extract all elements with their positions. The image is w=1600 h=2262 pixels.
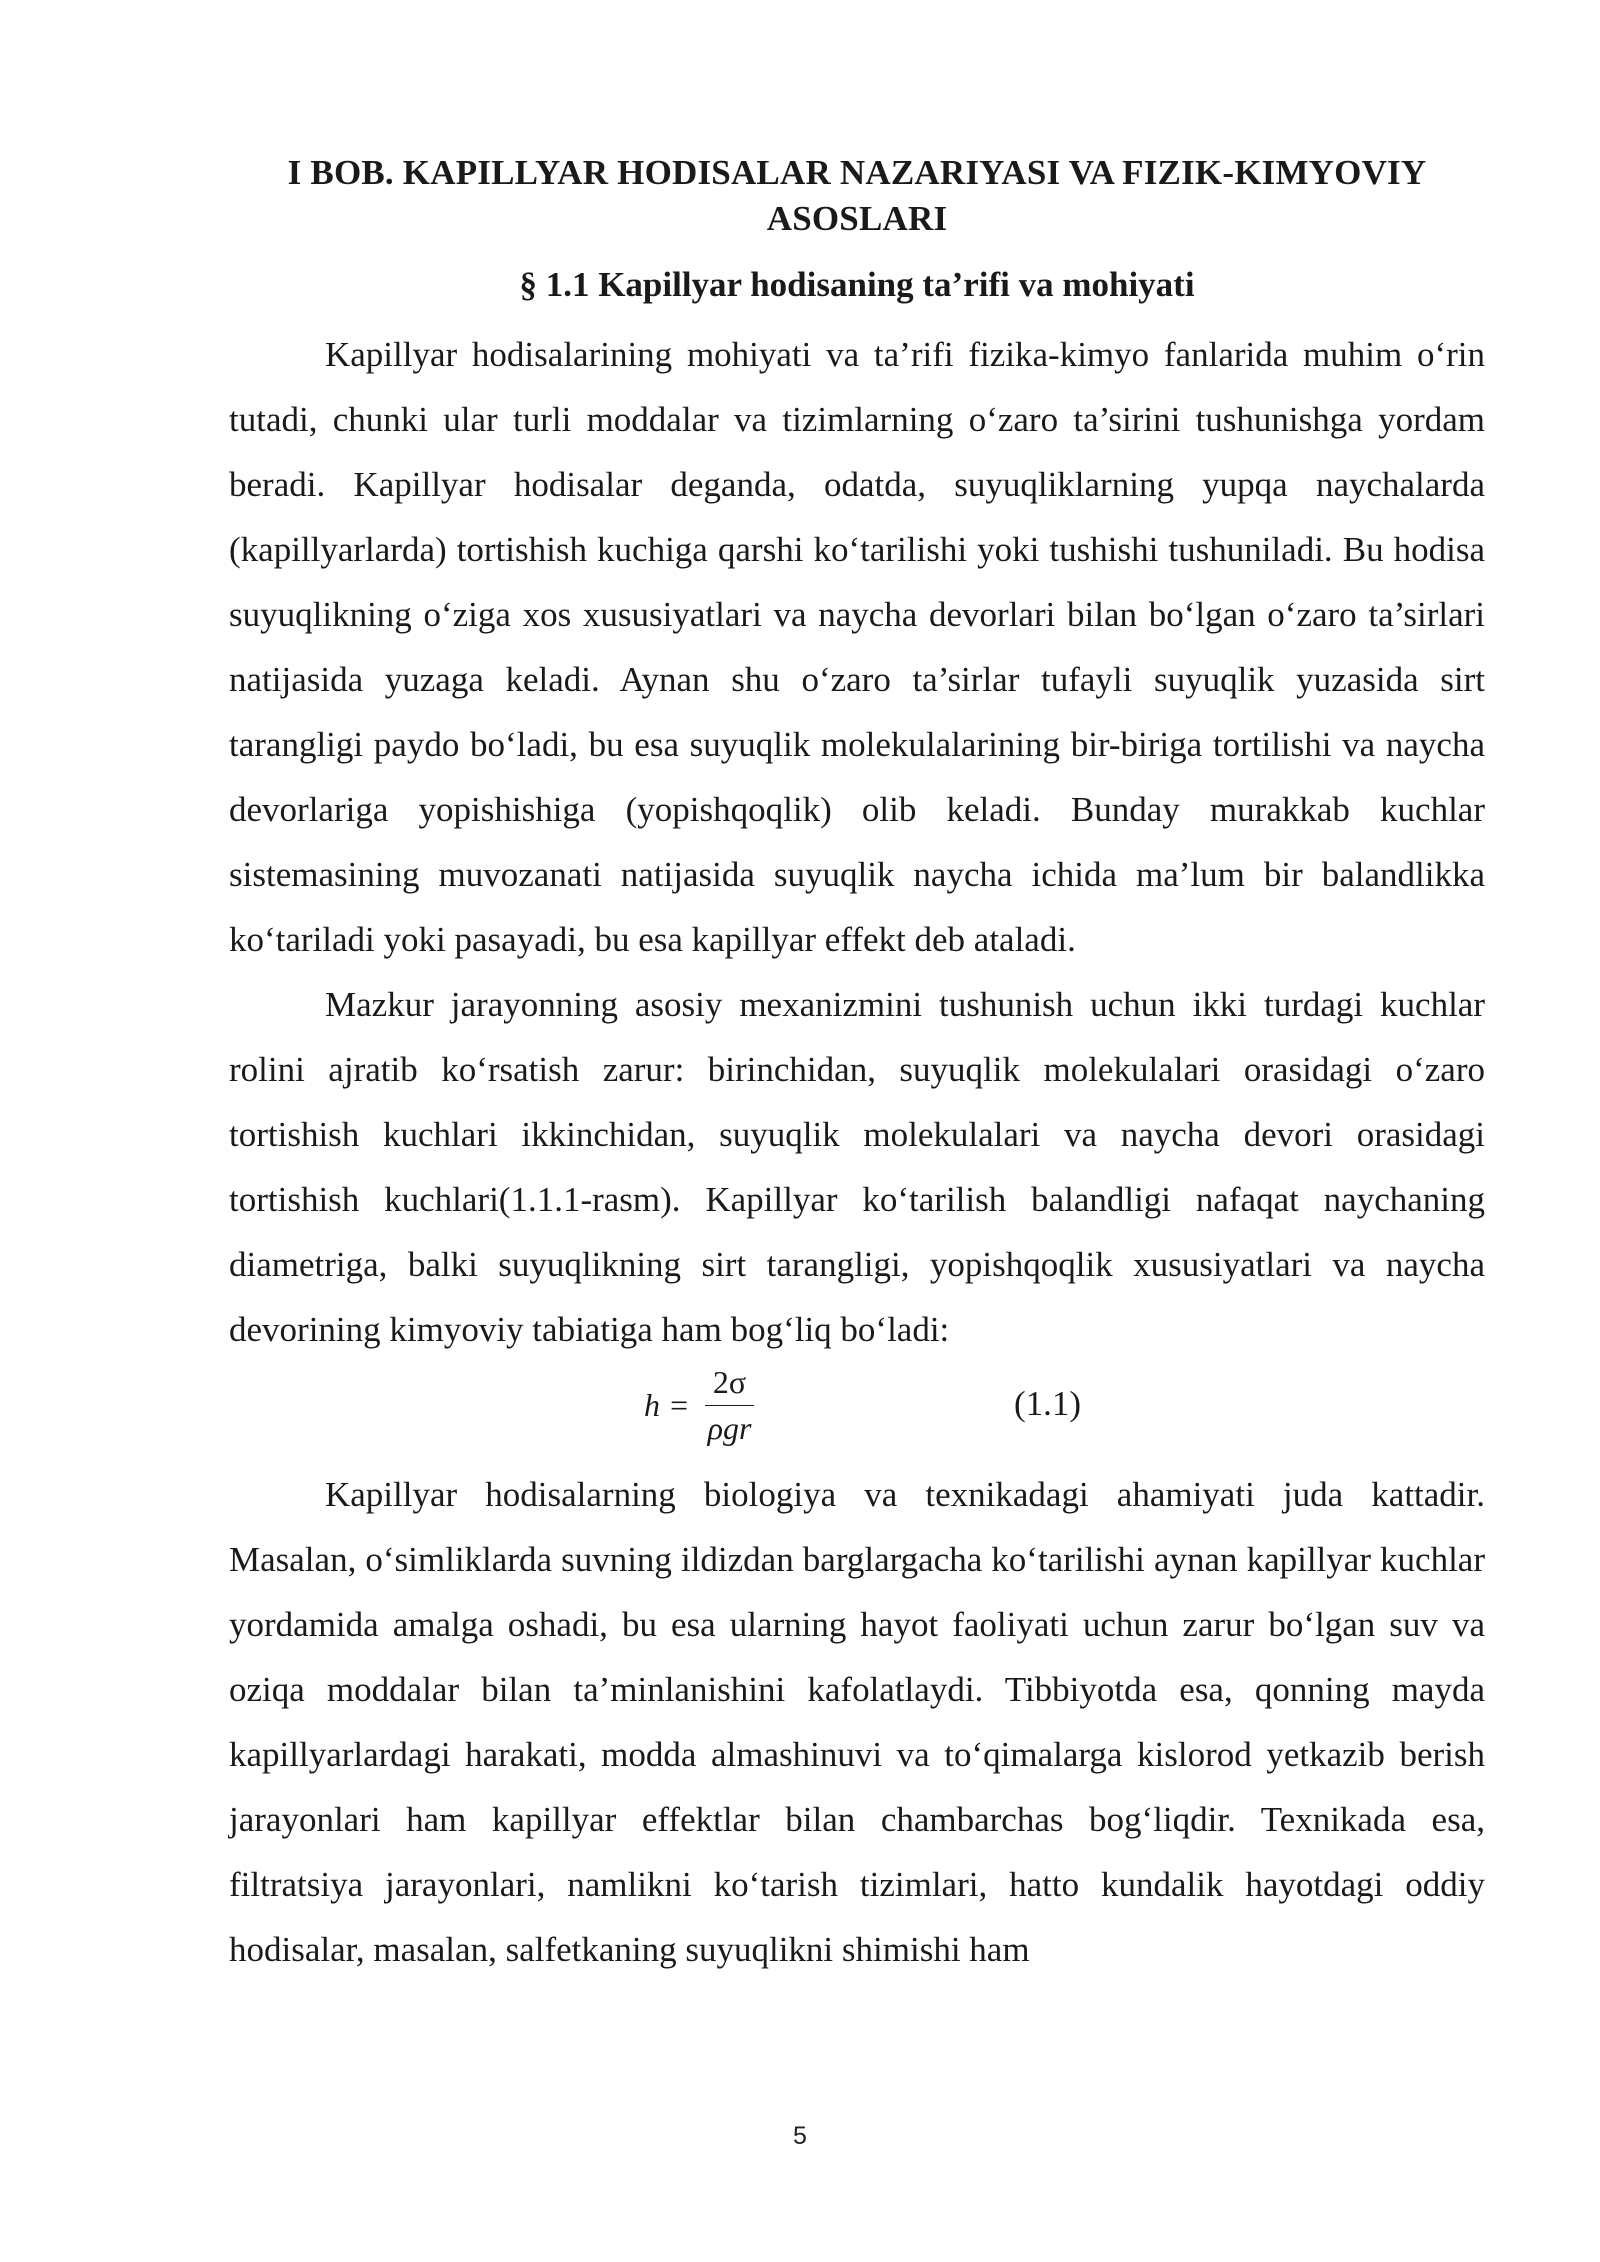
page-number: 5 bbox=[793, 2122, 807, 2150]
paragraph-1: Kapillyar hodisalarining mohiyati va ta’rifi fizika-kimyo fanlarida muhim o‘rin tutadi, chunki ular turli moddalar va tizimlarning o‘zaro ta’sirini tushunishga yordam beradi. Kapillyar hodisalar deganda, odatda, suyuqliklarning yupqa naychalarda (kapillyarlarda) tortishish kuchiga qarshi ko‘tarilishi yoki tushishi tushuniladi. Bu hodisa suyuqlikning o‘ziga xos xususiyatlari va naycha devorlari bilan bo‘lgan o‘zaro ta’sirlari natijasida yuzaga keladi. Aynan shu o‘zaro ta’sirlar tufayli suyuqlik yuzasida sirt tarangligi paydo bo‘ladi, bu esa suyuqlik molekulalarining bir-biriga tortilishi va naycha devorlariga yopishishiga (yopishqoqlik) olib keladi. Bunday murakkab kuchlar sistemasining muvozanati natijasida suyuqlik naycha ichida ma’lum bir balandlikka ko‘tariladi yoki pasayadi, bu esa kapillyar effekt deb ataladi. bbox=[229, 335, 1485, 959]
document-page bbox=[229, 150, 1485, 1982]
formula-fraction bbox=[700, 1364, 760, 1447]
chapter-title: I BOB. KAPILLYAR HODISALAR NAZARIYASI VA FIZIK-KIMYOVIY ASOSLARI bbox=[287, 153, 1427, 238]
equation-number: (1.1) bbox=[1014, 1384, 1082, 1423]
equation-block bbox=[229, 1362, 1485, 1462]
formula-numerator: 2σ bbox=[705, 1364, 754, 1406]
formula-denominator: ρgr bbox=[707, 1410, 752, 1446]
capillary-height-formula bbox=[644, 1364, 759, 1447]
formula-lhs: h = bbox=[644, 1387, 690, 1423]
paragraph-2: Mazkur jarayonning asosiy mexanizmini tushunish uchun ikki turdagi kuchlar rolini ajratib ko‘rsatish zarur: birinchidan, suyuqlik molekulalari orasidagi o‘zaro tortishish kuchlari ikkinchidan, suyuqlik molekulalari va naycha devori orasidagi tortishish kuchlari(1.1.1-rasm). Kapillyar ko‘tarilish balandligi nafaqat naychaning diametriga, balki suyuqlikning sirt tarangligi, yopishqoqlik xususiyatlari va naycha devorining kimyoviy tabiatiga ham bog‘liq bo‘ladi: bbox=[229, 985, 1485, 1349]
section-title: § 1.1 Kapillyar hodisaning ta’rifi va mohiyati bbox=[519, 265, 1195, 304]
paragraph-3: Kapillyar hodisalarning biologiya va texnikadagi ahamiyati juda kattadir. Masalan, o‘simliklarda suvning ildizdan barglargacha ko‘tarilishi aynan kapillyar kuchlar yordamida amalga oshadi, bu esa ularning hayot faoliyati uchun zarur bo‘lgan suv va oziqa moddalar bilan ta’minlanishini kafolatlaydi. Tibbiyotda esa, qonning mayda kapillyarlardagi harakati, modda almashinuvi va to‘qimalarga kislorod yetkazib berish jarayonlari ham kapillyar effektlar bilan chambarchas bog‘liqdir. Texnikada esa, filtratsiya jarayonlari, namlikni ko‘tarish tizimlari, hatto kundalik hayotdagi oddiy hodisalar, masalan, salfetkaning suyuqlikni shimishi ham bbox=[229, 1475, 1485, 1969]
